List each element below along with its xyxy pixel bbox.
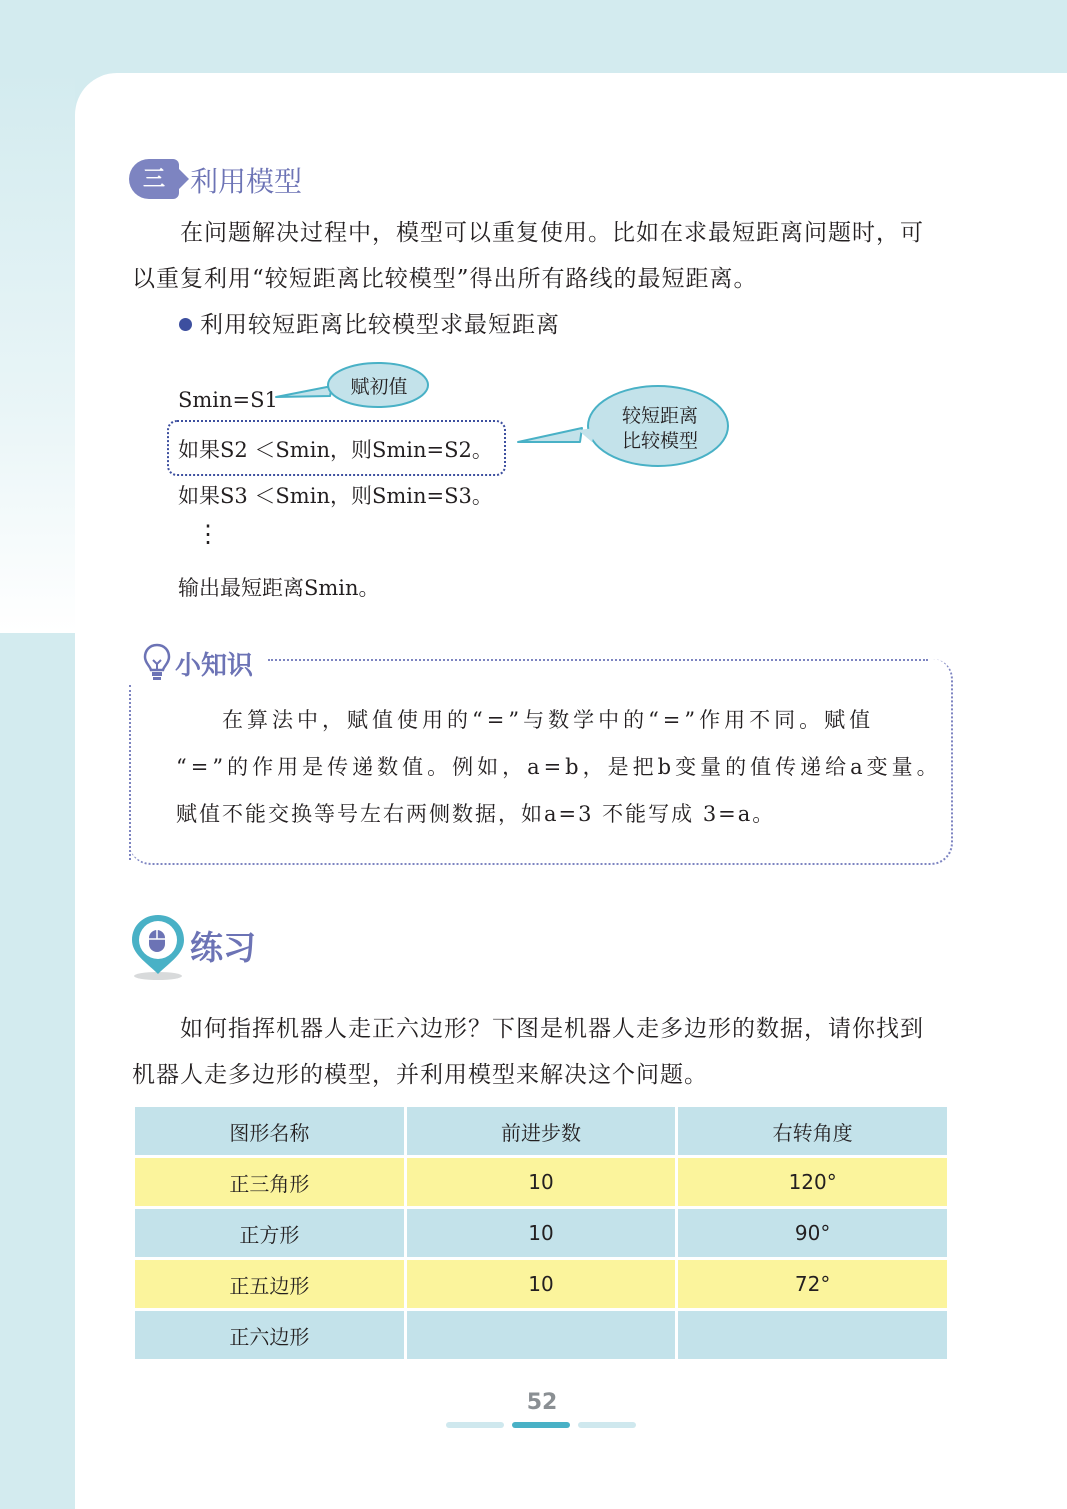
section-title: 利用模型	[190, 165, 303, 198]
table-header-row	[134, 1106, 949, 1157]
table-row	[134, 1259, 949, 1310]
tip-line-1: 在算法中，赋值使用的“=”与数学中的“=”作用不同。赋值	[222, 708, 875, 732]
page-bar-right	[578, 1422, 636, 1428]
table-header: 图形名称	[134, 1106, 406, 1157]
table-header: 前进步数	[405, 1106, 677, 1157]
algo-ellipsis: ⋮	[196, 520, 220, 548]
tip-line-2: “=”的作用是传递数值。例如，a=b，是把b变量的值传递给a变量。	[176, 755, 942, 779]
table-cell: 10	[405, 1259, 677, 1310]
polygon-data-table	[132, 1104, 950, 1362]
table-cell: 10	[405, 1208, 677, 1259]
table-row	[134, 1157, 949, 1208]
callout-compare-model-text	[610, 404, 710, 454]
tip-top-border	[268, 659, 928, 661]
section-number-badge: 三	[129, 159, 179, 199]
mouse-pin-icon	[128, 912, 188, 984]
algo-line-2: 如果S2 ＜Smin，则Smin=S2。	[178, 438, 493, 462]
table-header: 右转角度	[677, 1106, 949, 1157]
arrow-icon	[276, 386, 332, 397]
table-cell: 10	[405, 1157, 677, 1208]
algo-line-3: 如果S3 ＜Smin，则Smin=S3。	[178, 484, 493, 508]
table-cell: 72°	[677, 1259, 949, 1310]
page-bar-left	[446, 1422, 504, 1428]
practice-line-2: 机器人走多边形的模型，并利用模型来解决这个问题。	[132, 1062, 708, 1088]
page-number: 52	[526, 1390, 558, 1415]
paragraph-line-2: 以重复利用“较短距离比较模型”得出所有路线的最短距离。	[132, 266, 758, 292]
paragraph-line-1: 在问题解决过程中，模型可以重复使用。比如在求最短距离问题时，可	[180, 220, 924, 246]
table-cell: 正方形	[134, 1208, 406, 1259]
algo-line-4: 输出最短距离Smin。	[178, 576, 380, 600]
table-cell: 90°	[677, 1208, 949, 1259]
tip-title: 小知识	[175, 651, 254, 681]
practice-line-1: 如何指挥机器人走正六边形？下图是机器人走多边形的数据，请你找到	[180, 1016, 924, 1042]
tip-left-border	[129, 685, 131, 860]
page-bar-center	[512, 1422, 570, 1428]
callout-assign-initial-text: 赋初值	[350, 376, 408, 398]
practice-title: 练习	[190, 928, 256, 967]
bullet-text: 利用较短距离比较模型求最短距离	[200, 312, 560, 338]
table-cell	[405, 1310, 677, 1361]
table-cell: 正五边形	[134, 1259, 406, 1310]
bullet-dot	[179, 318, 192, 331]
callout-compare-line-1: 较短距离	[621, 405, 698, 427]
tip-line-3: 赋值不能交换等号左右两侧数据，如a=3 不能写成 3=a。	[176, 802, 776, 826]
algo-line-1: Smin=S1	[178, 388, 278, 412]
table-cell	[677, 1310, 949, 1361]
table-cell: 正三角形	[134, 1157, 406, 1208]
background-fade	[0, 73, 75, 633]
table-cell: 120°	[677, 1157, 949, 1208]
table-cell: 正六边形	[134, 1310, 406, 1361]
callout-compare-line-2: 比较模型	[621, 430, 698, 452]
table-row	[134, 1208, 949, 1259]
arrow-icon	[518, 428, 582, 442]
table-row	[134, 1310, 949, 1361]
